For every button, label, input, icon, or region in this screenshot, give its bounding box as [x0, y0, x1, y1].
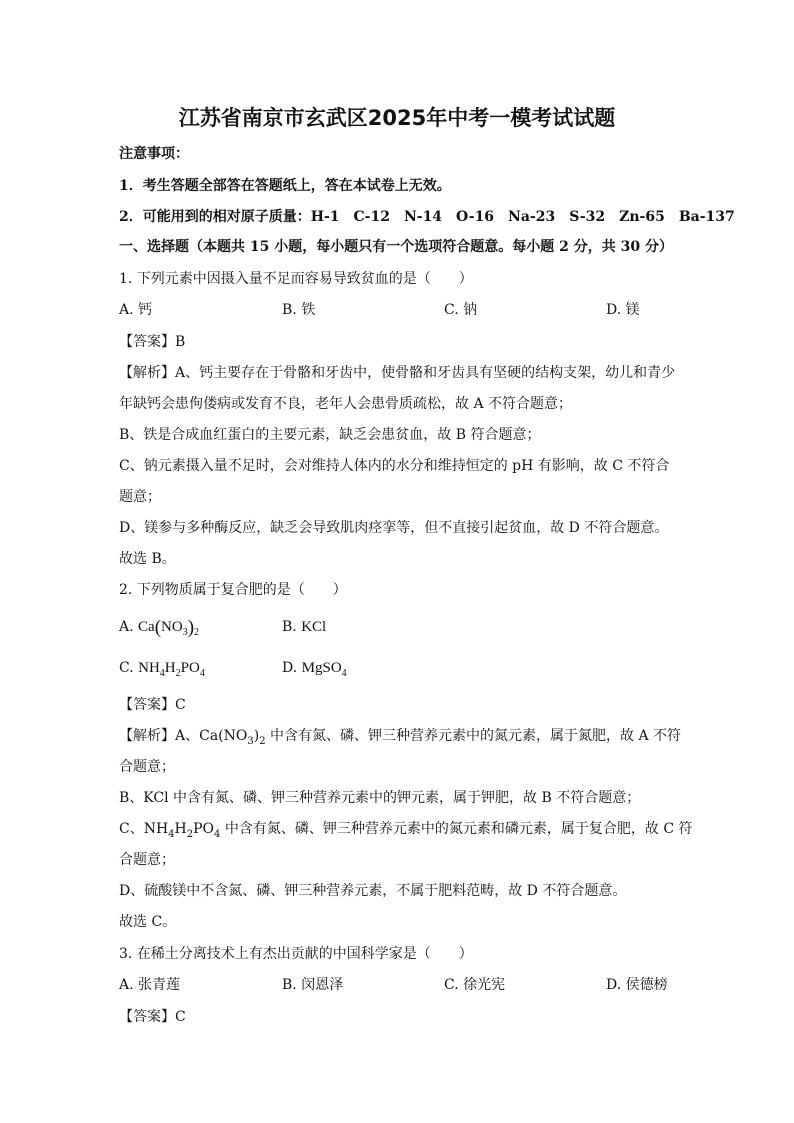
- q1-analysis-line: 【解析】A、钙主要存在于骨骼和牙齿中，使骨骼和牙齿具有坚硬的结构支架，幼儿和青少: [119, 365, 676, 381]
- page-title: 江苏省南京市玄武区2025年中考一模考试试题: [178, 106, 616, 130]
- q2-analysis-line: 故选 C。: [119, 914, 177, 930]
- q1-analysis-line: D、镁参与多种酶反应，缺乏会导致肌肉痉挛等，但不直接引起贫血，故 D 不符合题意。: [119, 520, 669, 536]
- q2-answer: 【答案】C: [119, 697, 186, 713]
- q1-analysis-line: 年缺钙会患佝偻病或发育不良，老年人会患骨质疏松，故 A 不符合题意；: [119, 396, 573, 412]
- q3-option-b: B. 闵恩泽: [282, 977, 344, 993]
- q2-option-a: [119, 617, 199, 638]
- question-2-stem: 2. 下列物质属于复合肥的是（ ）: [119, 582, 347, 598]
- q2-option-b-label: B.: [282, 619, 297, 635]
- q3-option-c: C. 徐光宪: [444, 977, 506, 993]
- q3-option-a: A. 张青莲: [119, 977, 181, 993]
- question-1-stem: 1. 下列元素中因摄入量不足而容易导致贫血的是（ ）: [119, 271, 473, 287]
- q3-option-d: D. 侯德榜: [606, 977, 668, 993]
- q2-option-b-formula: KCl: [301, 619, 327, 635]
- q2-option-d-label: D.: [282, 660, 298, 676]
- notice-heading: 注意事项：: [119, 146, 189, 162]
- q2-analysis-line: 合题意；: [119, 852, 175, 868]
- notice-item-2: 2．可能用到的相对原子质量：H-1 C-12 N-14 O-16 Na-23 S-32 Zn-65 Ba-137: [119, 209, 735, 225]
- q1-analysis-line: C、钠元素摄入量不足时，会对维持人体内的水分和维持恒定的 pH 有影响，故 C 不符合: [119, 458, 670, 474]
- q2-option-b: [282, 617, 326, 637]
- question-3-stem: 3. 在稀土分离技术上有杰出贡献的中国科学家是（ ）: [119, 946, 473, 962]
- q1-analysis-line: B、铁是合成血红蛋白的主要元素，缺乏会患贫血，故 B 符合题意；: [119, 427, 541, 443]
- q1-analysis-line: 题意；: [119, 489, 161, 505]
- q2-analysis-line: D、硫酸镁中不含氮、磷、钾三种营养元素，不属于肥料范畴，故 D 不符合题意。: [119, 883, 627, 899]
- q2-analysis-line: 【解析】A、$Ca(NO_3)_2$ 中含有氮、磷、钾三种营养元素中的氮元素，属于氮肥，故 A 不符: [119, 728, 682, 747]
- q2-analysis-line: 合题意；: [119, 759, 175, 775]
- q1-option-b: B. 铁: [282, 302, 316, 318]
- q2-option-d: [282, 658, 347, 678]
- q1-answer: 【答案】B: [119, 334, 186, 350]
- notice-item-1: 1．考生答题全部答在答题纸上，答在本试卷上无效。: [119, 178, 451, 194]
- q2-option-c: [119, 658, 205, 678]
- q3-answer: 【答案】C: [119, 1009, 186, 1025]
- q1-option-a: A. 钙: [119, 302, 153, 318]
- section-heading: 一、选择题（本题共 15 小题，每小题只有一个选项符合题意。每小题 2 分，共 30 分）: [119, 239, 673, 255]
- q2-analysis-line: C、$NH_4H_2PO_4$ 中含有氮、磷、钾三种营养元素中的氮元素和磷元素，属于复合肥，故 C 符: [119, 821, 693, 840]
- q2-analysis-line: B、KCl 中含有氮、磷、钾三种营养元素中的钾元素，属于钾肥，故 B 不符合题意；: [119, 790, 641, 806]
- q1-analysis-line: 故选 B。: [119, 551, 176, 567]
- q2-option-a-label: A.: [119, 619, 134, 635]
- q2-option-c-label: C.: [119, 660, 134, 676]
- q2-option-a-formula: $Ca(NO_3)_2$: [138, 617, 200, 638]
- q1-option-c: C. 钠: [444, 302, 478, 318]
- q2-option-c-formula: $NH_4H_2PO_4$: [138, 660, 205, 679]
- q2-option-d-formula: MgSO$_4$: [301, 660, 347, 679]
- q1-option-d: D. 镁: [606, 302, 640, 318]
